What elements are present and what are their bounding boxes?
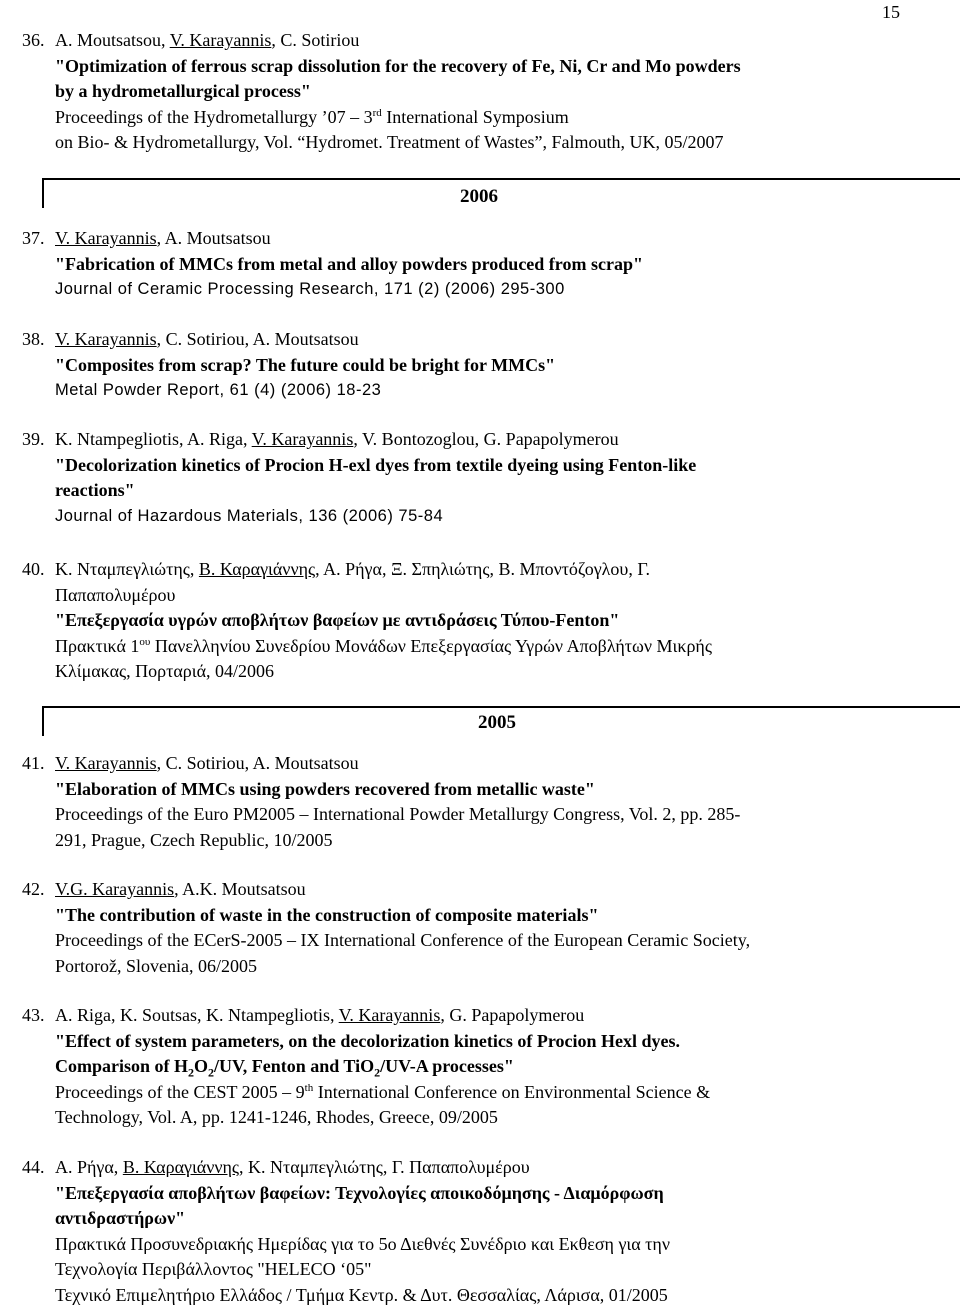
author-text: Κ. Νταμπεγλιώτης,: [55, 559, 199, 579]
entry-title: "Fabrication of MMCs from metal and alloy powders produced from scrap": [55, 253, 643, 274]
author-text: , V. Bontozoglou, G. Papapolymerou: [353, 429, 619, 449]
author-text: , A.K. Moutsatsou: [174, 879, 306, 899]
author-highlight: Β. Καραγιάννης: [198, 559, 316, 579]
entry-publication: Proceedings of the ECerS-2005 – IX International Conference of the European Ceramic Society,: [55, 930, 751, 950]
entry-title: "Elaboration of MMCs using powders recovered from metallic waste": [55, 778, 595, 799]
entry-number: 40.: [22, 559, 45, 579]
year-divider: [42, 178, 960, 208]
pub-superscript: ου: [139, 635, 151, 648]
page-number: 15: [882, 2, 900, 22]
pub-text: International Conference on Environmental Science &: [313, 1081, 711, 1102]
author-highlight: V. Karayannis: [251, 429, 354, 449]
author-text: , Α. Ρήγα, Ξ. Σπηλιώτης, Β. Μποντόζογλου, Γ.: [315, 559, 651, 579]
entry-number: 39.: [22, 429, 45, 449]
entry-title: by a hydrometallurgical process": [55, 81, 311, 101]
author-text: Α. Ρήγα,: [55, 1157, 123, 1177]
author-text: , G. Papapolymerou: [440, 1005, 585, 1025]
pub-superscript: th: [304, 1081, 314, 1094]
publication-entry: [22, 28, 741, 156]
publication-entry: [22, 427, 696, 529]
entry-title: "Decolorization kinetics of Procion H-exl dyes from textile dyeing using Fenton-like: [55, 454, 697, 475]
entry-publication: [22, 1080, 710, 1106]
author-text: , Κ. Νταμπεγλιώτης, Γ. Παπαπολυμέρου: [239, 1157, 530, 1177]
author-highlight: V. Karayannis: [55, 329, 157, 349]
entry-publication: [22, 634, 712, 660]
entry-publication: Portorož, Slovenia, 06/2005: [55, 955, 257, 976]
publication-entry: [22, 226, 643, 303]
entry-authors-cont: Παπαπολυμέρου: [55, 584, 176, 605]
author-text: A. Moutsatsou,: [55, 30, 170, 50]
author-text: , C. Sotiriou, A. Moutsatsou: [156, 329, 359, 349]
title-text: O: [194, 1056, 209, 1076]
entry-number: 37.: [22, 228, 45, 248]
title-text: Comparison of H: [55, 1056, 189, 1076]
entry-title: "The contribution of waste in the construction of composite materials": [55, 904, 599, 925]
pub-text: Proceedings of the Hydrometallurgy ’07 – 3: [55, 106, 373, 127]
entry-number: 42.: [22, 879, 45, 899]
pub-text: International Symposium: [381, 106, 569, 127]
entry-publication: Technology, Vol. A, pp. 1241-1246, Rhodes, Greece, 09/2005: [55, 1107, 498, 1127]
entry-number: 36.: [22, 30, 45, 50]
publication-entry: [22, 877, 750, 979]
publication-entry: [22, 327, 555, 404]
entry-number: 38.: [22, 329, 45, 349]
author-highlight: V. Karayannis: [55, 753, 157, 773]
entry-title: [22, 1054, 710, 1080]
publication-entry: [22, 1155, 670, 1308]
entry-publication: Proceedings of the Euro PM2005 – International Powder Metallurgy Congress, Vol. 2, pp. 285-: [55, 804, 741, 824]
author-text: , A. Moutsatsou: [156, 228, 271, 248]
author-highlight: V.G. Karayannis: [55, 879, 175, 899]
entry-publication: Τεχνικό Επιμελητήριο Ελλάδος / Τμήμα Κεντρ. & Δυτ. Θεσσαλίας, Λάρισα, 01/2005: [55, 1284, 668, 1305]
title-subscript: 2: [188, 1065, 195, 1080]
title-text: /UV, Fenton and TiO: [214, 1056, 375, 1076]
entry-publication: on Bio- & Hydrometallurgy, Vol. “Hydromet. Treatment of Wastes”, Falmouth, UK, 05/2007: [55, 132, 724, 152]
entry-title: αντιδραστήρων": [55, 1208, 186, 1228]
entry-publication: 291, Prague, Czech Republic, 10/2005: [55, 829, 333, 850]
entry-number: 43.: [22, 1005, 45, 1025]
entry-title: "Optimization of ferrous scrap dissolution for the recovery of Fe, Ni, Cr and Mo powders: [55, 55, 741, 76]
entry-publication: Πρακτικά Προσυνεδριακής Ημερίδας για το 5ο Διεθνές Συνέδριο και Εκθεση για την: [55, 1233, 670, 1254]
author-highlight: V. Karayannis: [169, 30, 272, 50]
title-subscript: 2: [374, 1065, 381, 1080]
entry-number: 44.: [22, 1157, 45, 1177]
year-heading: 2006: [460, 186, 498, 207]
year-heading: 2005: [478, 712, 516, 733]
entry-title: "Επεξεργασία αποβλήτων βαφείων: Τεχνολογίες αποικοδόμησης - Διαμόρφωση: [55, 1182, 664, 1203]
title-text: /UV-A processes": [380, 1056, 514, 1076]
pub-text: Πανελληνίου Συνεδρίου Μονάδων Επεξεργασίας Υγρών Αποβλήτων Μικρής: [150, 635, 712, 656]
entry-publication: Journal of Hazardous Materials, 136 (2006) 75-84: [55, 506, 444, 525]
publication-entry: [22, 557, 712, 685]
author-text: , C. Sotiriou, A. Moutsatsou: [156, 753, 359, 773]
author-text: , C. Sotiriou: [271, 30, 360, 50]
publication-entry: [22, 751, 740, 853]
author-highlight: V. Karayannis: [55, 228, 157, 248]
entry-publication: Τεχνολογία Περιβάλλοντος "HELECO ‘05": [55, 1259, 372, 1279]
pub-text: Πρακτικά 1: [55, 635, 140, 656]
title-subscript: 2: [208, 1065, 215, 1080]
entry-title: "Effect of system parameters, on the decolorization kinetics of Procion Hexl dyes.: [55, 1030, 681, 1051]
author-text: A. Riga, K. Soutsas, K. Ntampegliotis,: [55, 1005, 339, 1025]
author-highlight: V. Karayannis: [338, 1005, 441, 1025]
publication-entry: [22, 1003, 710, 1131]
pub-text: Proceedings of the CEST 2005 – 9: [55, 1081, 305, 1102]
author-highlight: Β. Καραγιάννης: [122, 1157, 240, 1177]
entry-title: "Επεξεργασία υγρών αποβλήτων βαφείων με αντιδράσεις Τύπου-Fenton": [55, 610, 620, 630]
entry-title: "Composites from scrap? The future could be bright for MMCs": [55, 354, 556, 375]
entry-publication: Journal of Ceramic Processing Research, 171 (2) (2006) 295-300: [55, 280, 565, 298]
author-text: K. Ntampegliotis, A. Riga,: [55, 429, 252, 449]
entry-title: reactions": [55, 480, 135, 500]
entry-publication: Κλίμακας, Πορταριά, 04/2006: [55, 661, 275, 681]
entry-authors: [22, 28, 741, 54]
entry-number: 41.: [22, 753, 45, 773]
pub-superscript: rd: [372, 106, 382, 119]
entry-publication: Metal Powder Report, 61 (4) (2006) 18-23: [55, 381, 382, 399]
entry-publication: [22, 105, 741, 131]
